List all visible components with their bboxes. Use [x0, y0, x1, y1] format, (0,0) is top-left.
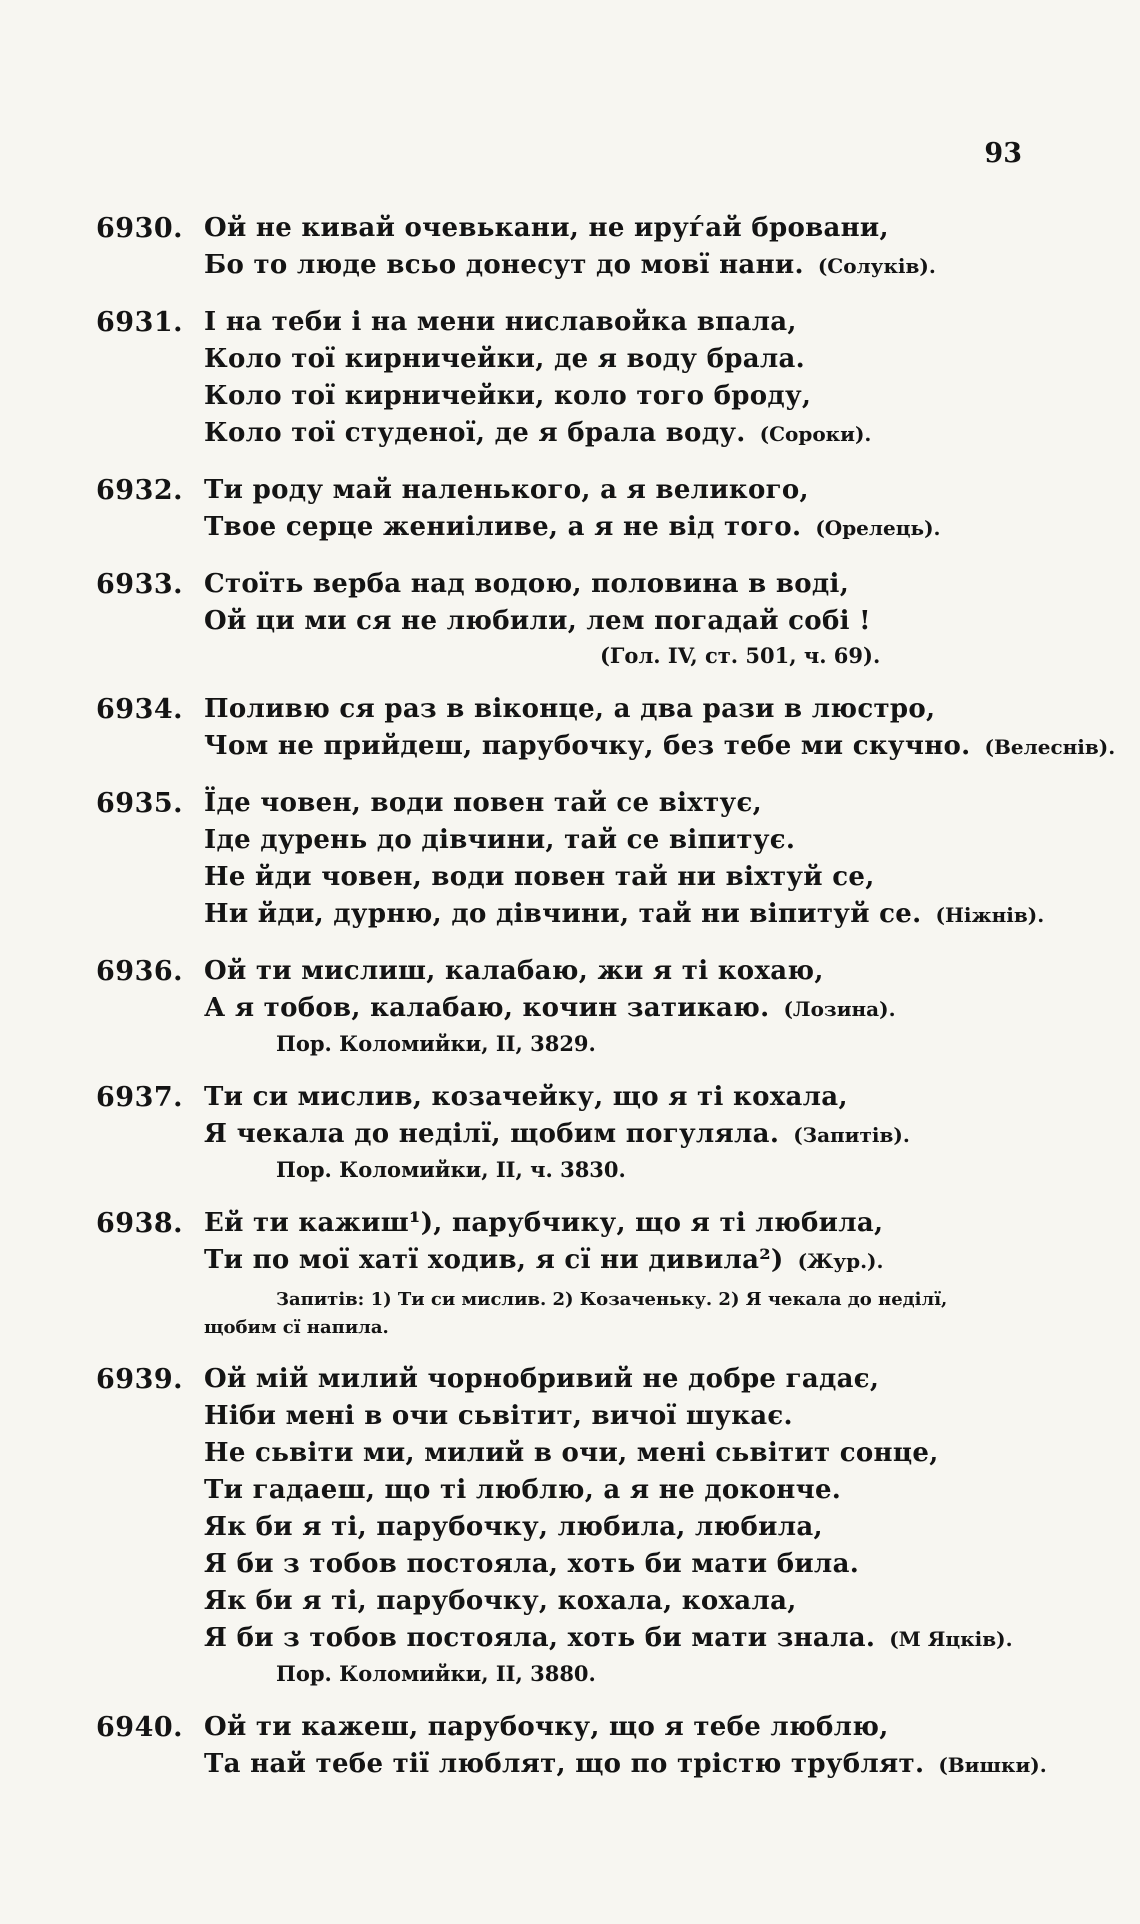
entry-6938	[96, 1205, 1044, 1342]
verse-line: Поливю ся раз в віконце, а два рази в люстро,	[204, 694, 936, 724]
verse-line: Ой ци ми ся не любили, лем погадай собі !	[204, 606, 871, 636]
verse-line: Ни йди, дурню, до дівчини, тай ни віпитуй се. (Ніжнів).	[204, 899, 1045, 929]
entry-6931	[96, 304, 1044, 453]
entry-number: 6938.	[96, 1208, 184, 1239]
verse-line: Не сьвіти ми, милий в очи, мені сьвітит сонце,	[204, 1438, 939, 1468]
source-place: (Лозина).	[783, 997, 896, 1021]
entry-6940	[96, 1709, 1047, 1784]
verse-line: Твое серце жениіливе, а я не від того. (Орелець).	[204, 512, 941, 542]
verse-line: Ти по мої хатї ходив, я сї ни дивила²) (Жур.).	[204, 1245, 884, 1275]
verse-line: Чом не прийдеш, парубочку, без тебе ми скучно. (Велеснів).	[204, 731, 1116, 761]
entry-6936	[96, 953, 1044, 1060]
entry-number: 6930.	[96, 213, 184, 244]
entry-number: 6934.	[96, 694, 184, 725]
entry-number: 6932.	[96, 475, 184, 506]
verse-line: Ей ти кажиш¹), парубчику, що я ті любила,	[204, 1208, 884, 1238]
cross-reference: Пор. Коломийки, II, 3829.	[276, 1031, 596, 1056]
variant-note	[204, 1286, 1044, 1342]
entry-6930	[96, 210, 1044, 285]
source-place: (М Яцків).	[889, 1627, 1013, 1651]
verse-line: Ой ти кажеш, парубочку, що я тебе люблю,	[204, 1712, 889, 1742]
source-place: (Жур.).	[797, 1249, 884, 1273]
entry-6932	[96, 472, 1044, 547]
verse-line: Коло тої кирничейки, коло того броду,	[204, 381, 812, 411]
verse-line: Стоїть верба над водою, половина в воді,	[204, 569, 850, 599]
verse-line: Іде дурень до дівчини, тай се віпитує.	[204, 825, 796, 855]
entry-6935	[96, 785, 1044, 934]
verse-line: Коло тої кирничейки, де я воду брала.	[204, 344, 805, 374]
verse-line: Як би я ті, парубочку, кохала, кохала,	[204, 1586, 797, 1616]
entry-6937	[96, 1079, 1044, 1186]
entry-number: 6933.	[96, 569, 184, 600]
cross-reference: Пор. Коломийки, II, 3880.	[276, 1661, 596, 1686]
entry-number: 6931.	[96, 307, 184, 338]
variant-note-line: щобим сї напила.	[204, 1317, 389, 1338]
source-place: (Ніжнів).	[935, 903, 1045, 927]
source-place: (Сороки).	[759, 422, 872, 446]
verse-line: Я би з тобов постояла, хоть би мати знала. (М Яцків).	[204, 1623, 1013, 1653]
cross-reference: Пор. Коломийки, II, ч. 3830.	[276, 1157, 626, 1182]
verse-line: Не йди човен, води повен тай ни віхтуй се,	[204, 862, 875, 892]
verse-line: Бо то люде всьо донесут до мовї нани. (Солуків).	[204, 250, 936, 280]
verse-line: Ти гадаеш, що ті люблю, а я не доконче.	[204, 1475, 842, 1505]
verse-line: І на теби і на мени ниславойка впала,	[204, 307, 797, 337]
bibliographic-reference: (Гол. IV, ст. 501, ч. 69).	[600, 643, 881, 668]
verse-line: А я тобов, калабаю, кочин затикаю. (Лозина).	[204, 993, 896, 1023]
entry-number: 6937.	[96, 1082, 184, 1113]
verse-line: Я чекала до неділї, щобим погуляла. (Запитів).	[204, 1119, 910, 1149]
entry-6934	[96, 691, 1116, 766]
source-place: (Орелець).	[815, 516, 941, 540]
entry-number: 6936.	[96, 956, 184, 987]
source-place: (Солуків).	[817, 254, 936, 278]
verse-line: Ой мій милий чорнобривий не добре гадає,	[204, 1364, 880, 1394]
verse-line: Ти роду май наленького, а я великого,	[204, 475, 809, 505]
source-place: (Вишки).	[938, 1753, 1047, 1777]
verse-line: Та най тебе тії люблят, що по трістю трублят. (Вишки).	[204, 1749, 1047, 1779]
verse-line: Я би з тобов постояла, хоть би мати била.	[204, 1549, 860, 1579]
page-number: 93	[984, 138, 1022, 169]
source-place: (Запитів).	[793, 1123, 910, 1147]
verse-line: Коло тої студеної, де я брала воду. (Сороки).	[204, 418, 872, 448]
entry-6939	[96, 1361, 1044, 1690]
source-place: (Велеснів).	[984, 735, 1116, 759]
entry-number: 6939.	[96, 1364, 184, 1395]
variant-note-line: Запитів: 1) Ти си мислив. 2) Козаченьку. 2) Я чекала до неділї,	[276, 1289, 948, 1310]
verse-line: Ой не кивай очевькани, не ируѓай бровани,	[204, 213, 889, 243]
verse-list	[96, 210, 1116, 1803]
entry-6933	[96, 566, 1044, 672]
verse-line: Ніби мені в очи сьвітит, вичої шукає.	[204, 1401, 793, 1431]
verse-line: Ой ти мислиш, калабаю, жи я ті кохаю,	[204, 956, 824, 986]
verse-line: Ти си мислив, козачейку, що я ті кохала,	[204, 1082, 848, 1112]
verse-line: Їде човен, води повен тай се віхтує,	[204, 788, 762, 818]
entry-number: 6935.	[96, 788, 184, 819]
verse-line: Як би я ті, парубочку, любила, любила,	[204, 1512, 823, 1542]
entry-number: 6940.	[96, 1712, 184, 1743]
